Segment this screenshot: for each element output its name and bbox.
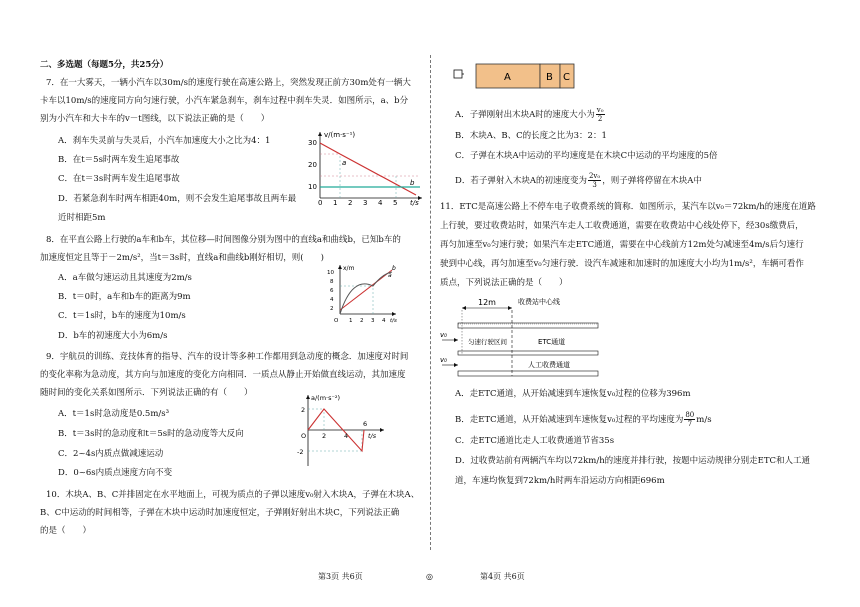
q8-xt-graph	[322, 262, 402, 324]
svg-text:2: 2	[322, 432, 327, 440]
q9-stem-2: 的变化率称为急动度，其方向与加速度的变化方向相同．一质点从静止开始做直线运动，其加速度	[40, 370, 406, 380]
svg-text:a/(m·s⁻²): a/(m·s⁻²)	[311, 394, 341, 402]
q10-option-a[interactable]: A．子弹刚射出木块A时的速度大小为 $\frac{\text{v₀}}{2}$	[455, 106, 604, 123]
block-b-label: B	[546, 72, 553, 83]
svg-text:4: 4	[330, 297, 334, 303]
svg-text:4: 4	[378, 199, 383, 206]
q10-stem-1: 10．木块A、B、C并排固定在水平地面上，可视为质点的子弹以速度v₀射入木块A，子弹在木块A、	[46, 490, 420, 500]
q7-stem-2: 卡车以10m/s的速度同方向匀速行驶，小汽车紧急刹车，刹车过程中刹车失灵．如图所示，a、b分	[40, 96, 409, 106]
q11-stem-2: 上行驶，要过收费站时，如果汽车走人工收费通道，需要在收费站中心线处停下，经30s缴费后，	[440, 221, 804, 231]
svg-text:5: 5	[393, 199, 398, 206]
q11-option-b[interactable]: B．走ETC通道，从开始减速到车速恢复v₀过程的平均速度为 $\frac{80}{7}$ m/s	[455, 411, 712, 428]
svg-text:O: O	[301, 432, 307, 440]
q10-stem-3: 的是（ ）	[40, 526, 92, 536]
footer-right-page: 第4页 共6页	[480, 572, 525, 581]
q11-etc-lane-label: ETC通道	[538, 338, 566, 346]
svg-text:v₀: v₀	[440, 331, 447, 339]
svg-text:6: 6	[363, 420, 368, 428]
q7-stem-3: 别为小汽车和大卡车的v－t图线，以下说法正确的是（ ）	[40, 114, 270, 124]
q11-uniform-zone-label: 匀速行驶区间	[468, 338, 507, 346]
q8-stem-2: 加速度恒定且等于－2m/s²，当t＝3s时，直线a和曲线b刚好相切，则( )	[40, 253, 324, 263]
svg-text:b: b	[410, 179, 415, 187]
svg-text:t/s: t/s	[410, 199, 419, 206]
q8-option-c[interactable]: C．t＝1s时，b车的速度为10m/s	[58, 311, 186, 321]
svg-text:10: 10	[327, 270, 334, 276]
svg-text:O: O	[334, 318, 339, 324]
svg-text:a: a	[388, 272, 392, 279]
q7-graph-ylabel: v/(m·s⁻¹)	[324, 131, 356, 139]
svg-text:2: 2	[360, 318, 364, 324]
q9-option-b[interactable]: B．t＝3s时的急动度和t＝5s时的急动度等大反向	[58, 429, 244, 439]
q8-option-b[interactable]: B．t＝0时，a车和b车的距离为9m	[58, 292, 191, 302]
svg-text:x/m: x/m	[343, 265, 355, 272]
svg-text:v₀: v₀	[440, 356, 447, 364]
q9-at-graph	[296, 392, 386, 468]
svg-text:t/s: t/s	[368, 432, 377, 440]
svg-text:1: 1	[333, 199, 338, 206]
svg-text:2: 2	[348, 199, 353, 206]
q8-option-a[interactable]: A．a车做匀速运动且其速度为2m/s	[58, 273, 192, 283]
q9-stem-1: 9．宇航员的训练、竞技体育的指导、汽车的设计等多种工作都用到急动度的概念．加速度对时间	[46, 352, 409, 362]
footer-mid-mark: ◎	[426, 572, 433, 581]
svg-text:4: 4	[344, 432, 349, 440]
section-title: 二、多选题（每题5分，共25分）	[40, 60, 169, 70]
svg-text:4: 4	[382, 318, 386, 324]
q7-option-d-1[interactable]: D．若紧急刹车时两车相距40m，则不会发生追尾事故且两车最	[58, 194, 297, 204]
q11-option-a[interactable]: A．走ETC通道，从开始减速到车速恢复v₀过程的位移为396m	[455, 389, 691, 399]
q11-option-c[interactable]: C．走ETC通道比走人工收费通道节省35s	[455, 436, 615, 446]
q11-option-d-2: 道，车速均恢复到72km/h时两车沿运动方向相距696m	[455, 476, 665, 486]
q9-option-c[interactable]: C．2~4s内质点做减速运动	[58, 449, 164, 459]
q7-option-a[interactable]: A．刹车失灵前与失灵后，小汽车加速度大小之比为4：1	[58, 136, 271, 146]
q9-stem-3: 随时间的变化关系如图所示．下列说法正确的有（ ）	[40, 388, 253, 398]
block-a-label: A	[504, 72, 511, 83]
q11-distance-label: 12m	[478, 298, 496, 307]
svg-text:10: 10	[308, 183, 317, 191]
svg-text:2: 2	[301, 406, 306, 414]
q10-option-b[interactable]: B．木块A、B、C的长度之比为3：2：1	[455, 131, 607, 141]
q7-option-b[interactable]: B．在t＝5s时两车发生追尾事故	[58, 155, 180, 165]
footer-left-page: 第3页 共6页	[318, 572, 363, 581]
q7-option-d-2: 近时相距5m	[58, 213, 106, 223]
q11-stem-4: 驶到中心线，再匀加速至v₀匀速行驶．设汽车减速和加速时的加速度大小均为1m/s²，车辆可看作	[440, 259, 804, 269]
svg-text:b: b	[392, 265, 396, 272]
svg-text:t/s: t/s	[390, 318, 397, 324]
q10-stem-2: B、C中运动的时间相等，子弹在木块中运动时加速度恒定，子弹刚好射出木块C，下列说法正确	[40, 508, 400, 518]
q9-option-d[interactable]: D．0~6s内质点速度方向不变	[58, 468, 173, 478]
q11-stem-1: 11．ETC是高速公路上不停车电子收费系统的简称．如图所示，某汽车以v₀＝72km/h的速度在道路	[440, 202, 816, 212]
block-c-label: C	[563, 72, 570, 83]
svg-text:0: 0	[318, 199, 323, 206]
q11-center-line-label: 收费站中心线	[518, 298, 560, 306]
q11-stem-3: 再匀加速至v₀匀速行驶；如果汽车走ETC通道，需要在中心线前方12m处匀减速至4m/s后匀速行	[440, 240, 804, 250]
q9-option-a[interactable]: A．t＝1s时急动度是0.5m/s³	[58, 409, 170, 419]
svg-text:3: 3	[371, 318, 375, 324]
q11-toll-figure	[440, 296, 600, 378]
q7-option-c[interactable]: C．在t＝3s时两车发生追尾事故	[58, 174, 180, 184]
svg-text:1: 1	[349, 318, 353, 324]
q11-stem-5: 质点，下列说法正确的是（ ）	[440, 278, 568, 288]
column-divider	[430, 55, 431, 550]
q8-stem-1: 8．在平直公路上行驶的a车和b车，其位移—时间图像分别为图中的直线a和曲线b，已知b车的	[46, 235, 401, 245]
q7-vt-graph	[300, 128, 425, 206]
svg-text:2: 2	[330, 306, 334, 312]
q11-option-d-1[interactable]: D．过收费站前有两辆汽车均以72km/h的速度并排行驶，按题中运动规律分别走ETC和人工通	[455, 456, 811, 466]
svg-text:6: 6	[330, 288, 334, 294]
q10-option-c[interactable]: C．子弹在木块A中运动的平均速度是在木块C中运动的平均速度的5倍	[455, 151, 718, 161]
q7-stem-1: 7．在一大雾天，一辆小汽车以30m/s的速度行驶在高速公路上，突然发现正前方30m处有一辆大	[46, 78, 411, 88]
svg-text:20: 20	[308, 161, 317, 169]
svg-text:a: a	[342, 159, 347, 167]
svg-text:30: 30	[308, 139, 317, 147]
svg-text:-2: -2	[297, 448, 304, 456]
q8-option-d[interactable]: D．b车的初速度大小为6m/s	[58, 331, 168, 341]
q10-option-d[interactable]: D．若子弹射入木块A的初速度变为 $\frac{\text{2v₀}}{3}$ ，则子弹将停留在木块A中	[455, 172, 702, 189]
svg-text:3: 3	[363, 199, 368, 206]
q11-manual-lane-label: 人工收费通道	[528, 361, 570, 369]
q10-blocks-figure	[452, 62, 582, 92]
svg-text:8: 8	[330, 279, 334, 285]
